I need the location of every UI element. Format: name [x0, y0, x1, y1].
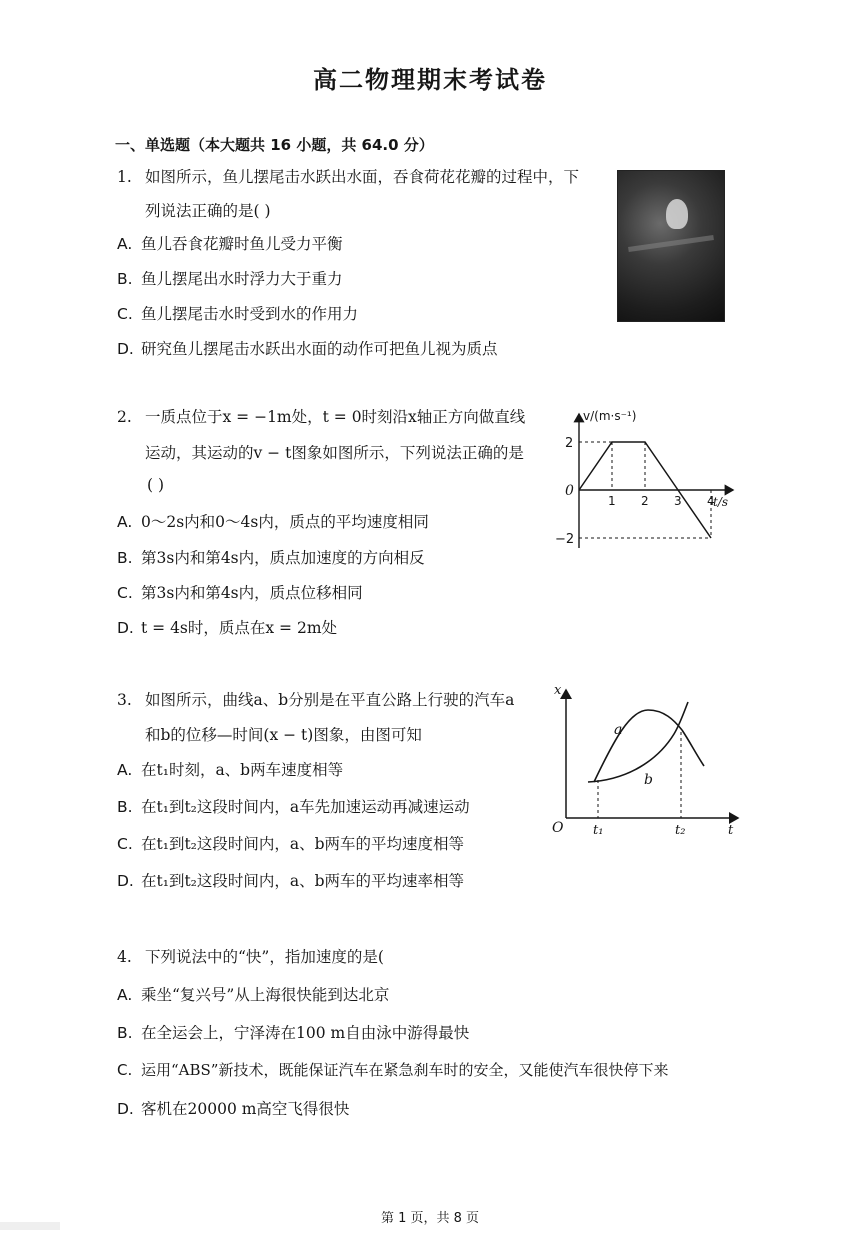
q3-option-a: A. 在t₁时刻，a、b两车速度相等	[117, 761, 344, 779]
water-streak	[628, 235, 714, 252]
displacement-time-figure	[548, 680, 748, 840]
q3-option-d: D. 在t₁到t₂这段时间内，a、b两车的平均速率相等	[117, 872, 465, 890]
q2-stem-line3: ( )	[147, 476, 165, 494]
velocity-time-chart	[545, 400, 745, 555]
fish-splash	[666, 199, 688, 229]
t2-label: t₂	[675, 823, 686, 838]
xt-xlabel: t	[728, 823, 734, 838]
section-heading: 一、单选题（本大题共 16 小题，共 64.0 分）	[115, 136, 434, 154]
vt-xlabel: t/s	[713, 495, 729, 509]
q2-option-c: C. 第3s内和第4s内，质点位移相同	[117, 584, 363, 602]
q2-stem-line2: 运动，其运动的v − t图象如图所示，下列说法正确的是	[145, 444, 524, 462]
q2-number: 2.	[117, 408, 132, 426]
curve-b-label: b	[644, 772, 653, 788]
vt-ylabel: v/(m·s⁻¹)	[583, 409, 637, 423]
q4-option-d: D. 客机在20000 m高空飞得很快	[117, 1100, 350, 1118]
exam-title: 高二物理期末考试卷	[313, 66, 547, 94]
paper-edge-mark	[0, 1222, 60, 1230]
q3-option-c: C. 在t₁到t₂这段时间内，a、b两车的平均速度相等	[117, 835, 465, 853]
q4-option-c: C. 运用“ABS”新技术，既能保证汽车在紧急刹车时的安全，又能使汽车很快停下来	[117, 1061, 669, 1079]
q3-number: 3.	[117, 691, 132, 709]
vt-xtick-label: 1	[608, 494, 616, 508]
q1-option-d: D. 研究鱼儿摆尾击水跃出水面的动作可把鱼儿视为质点	[117, 340, 498, 358]
q4-option-b: B. 在全运会上，宁泽涛在100 m自由泳中游得最快	[117, 1024, 470, 1042]
q2-option-b: B. 第3s内和第4s内，质点加速度的方向相反	[117, 549, 425, 567]
curve-a-label: a	[614, 722, 623, 738]
curve-a-tail	[682, 730, 704, 766]
q1-stem-line1: 1. 如图所示，鱼儿摆尾击水跃出水面，吞食荷花花瓣的过程中，下	[117, 160, 579, 194]
q4-stem-line1: 4. 下列说法中的“快”，指加速度的是(	[117, 940, 384, 974]
vt-origin-label: 0	[565, 483, 574, 499]
q2-option-a: A. 0～2s内和0～4s内，质点的平均速度相同	[117, 513, 429, 531]
q3-option-b: B. 在t₁到t₂这段时间内，a车先加速运动再减速运动	[117, 798, 470, 816]
vt-xtick-label: 2	[641, 494, 649, 508]
q2-stem-line1: 2. 一质点位于x = −1m处，t = 0时刻沿x轴正方向做直线	[117, 400, 525, 434]
vt-ytick-label: 2	[565, 436, 574, 451]
xt-origin-label: O	[552, 820, 564, 836]
xt-ylabel: x	[554, 683, 562, 698]
vt-ytick-label: −2	[555, 532, 575, 547]
q1-option-c: C. 鱼儿摆尾击水时受到水的作用力	[117, 305, 359, 323]
q4-number: 4.	[117, 948, 132, 966]
curve-a	[594, 710, 682, 782]
q3-stem-line2: 和b的位移—时间(x − t)图象，由图可知	[145, 726, 422, 744]
q2-option-d: D. t = 4s时，质点在x = 2m处	[117, 619, 338, 637]
q1-option-b: B. 鱼儿摆尾出水时浮力大于重力	[117, 270, 343, 288]
vt-xtick-label: 4	[707, 494, 715, 508]
vt-xtick-label: 3	[674, 494, 682, 508]
q3-stem-line1: 3. 如图所示，曲线a、b分别是在平直公路上行驶的汽车a	[117, 683, 514, 717]
q4-option-a: A. 乘坐“复兴号”从上海很快能到达北京	[117, 986, 390, 1004]
q1-number: 1.	[117, 168, 132, 186]
t1-label: t₁	[593, 823, 604, 838]
fish-jump-photo	[617, 170, 725, 322]
q1-option-a: A. 鱼儿吞食花瓣时鱼儿受力平衡	[117, 235, 343, 253]
q1-stem-line2: 列说法正确的是( )	[145, 202, 271, 220]
page-footer: 第 1 页，共 8 页	[380, 1211, 480, 1226]
